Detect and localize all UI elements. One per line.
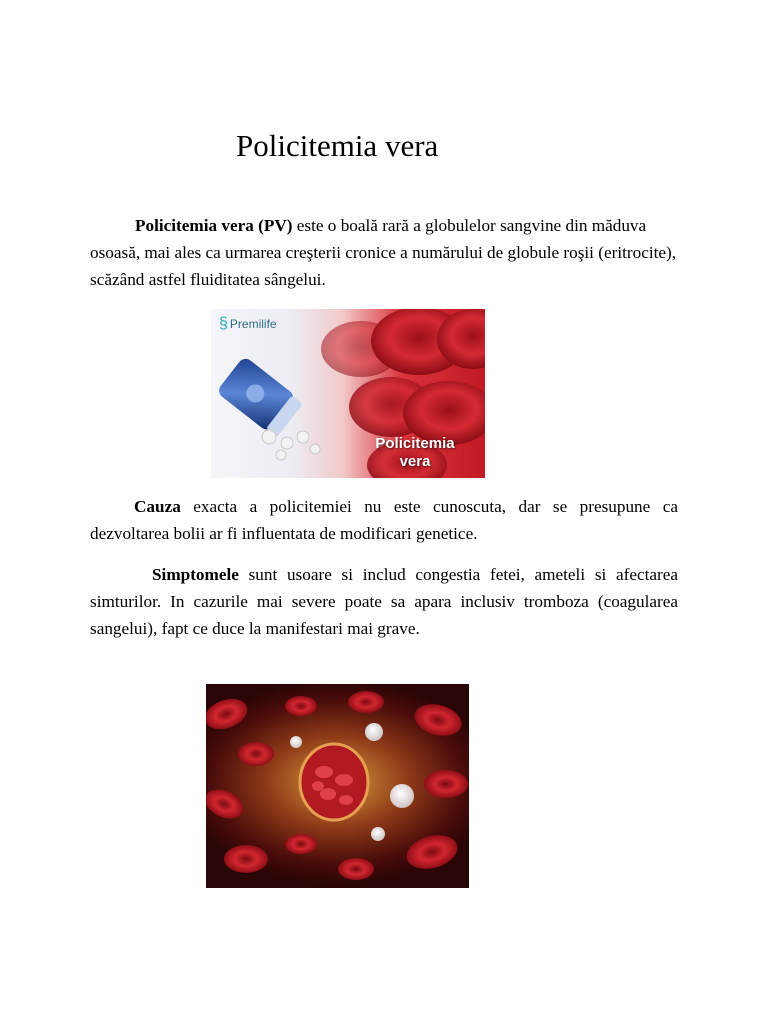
- intro-paragraph: [90, 212, 678, 293]
- premilife-logo: [219, 315, 277, 333]
- intro-text: este o boală rară a globulelor sangvine din măduva osoasă, mai ales ca urmarea creşterii cronice a numărului de globule roşii (eritrocite), scăzând astfel fluiditatea sângelui.: [90, 216, 677, 289]
- symptoms-bold-term: Simptomele: [152, 565, 239, 584]
- intro-bold-term: Policitemia vera (PV): [135, 216, 293, 235]
- cause-text: exacta a policitemiei nu este cunoscuta, dar se presupune ca dezvoltarea bolii ar fi influentata de modificari genetice.: [90, 497, 678, 543]
- overlay-line-2: vera: [399, 453, 431, 470]
- image-caption-overlay: [355, 435, 475, 471]
- premilife-illustration: [211, 309, 485, 478]
- premilife-logo-text: Premilife: [229, 317, 277, 331]
- overlay-line-1: Policitemia: [375, 435, 455, 452]
- cause-paragraph: [90, 493, 678, 547]
- cause-bold-term: Cauza: [134, 497, 181, 516]
- page-title: Policitemia vera: [236, 128, 439, 163]
- blood-vessel-cells-graphic: [206, 684, 469, 888]
- premilife-logo-icon: §: [219, 315, 228, 332]
- symptoms-text: sunt usoare si includ congestia fetei, ameteli si afectarea simturilor. In cazurile mai severe poate sa apara inclusiv tromboza (coagularea sangelui), fapt ce duce la manifestari mai grave.: [90, 565, 678, 638]
- blood-vessel-illustration: [206, 684, 469, 888]
- symptoms-paragraph: [90, 561, 678, 642]
